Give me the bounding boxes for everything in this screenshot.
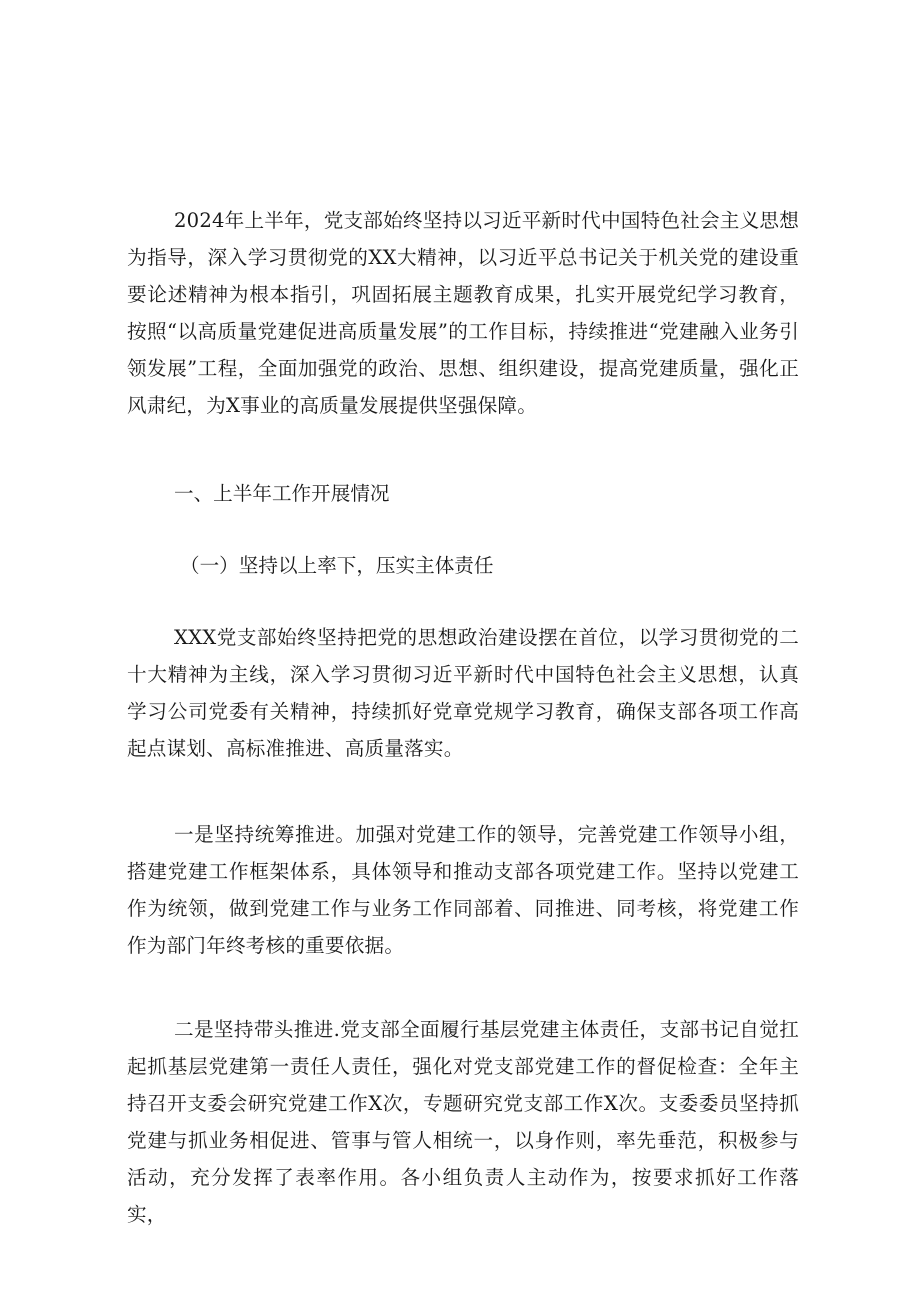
section-heading: 一、上半年工作开展情况 xyxy=(174,482,390,505)
body-paragraph-point-two: 二是坚持带头推进.党支部全面履行基层党建主体责任，支部书记自觉扛起抓基层党建第一责任人责任，强化对党支部党建工作的督促检查：全年主持召开支委会研究党建工作X次，专题研究党支部工作X次。支委委员坚持抓党建与抓业务相促进、管事与管人相统一，以身作则，率先垂范，积极参与活动，充分发挥了表率作用。各小组负责人主动作为，按要求抓好工作落实， xyxy=(127,1018,799,1226)
body-paragraph-point-one: 一是坚持统筹推进。加强对党建工作的领导，完善党建工作领导小组，搭建党建工作框架体系，具体领导和推动支部各项党建工作。坚持以党建工作为统领，做到党建工作与业务工作同部着、同推进、同考核，将党建工作作为部门年终考核的重要依据。 xyxy=(127,823,799,957)
intro-paragraph: 2024年上半年，党支部始终坚持以习近平新时代中国特色社会主义思想为指导，深入学习贯彻党的XX大精神，以习近平总书记关于机关党的建设重要论述精神为根本指引，巩固拓展主题教育成果，扎实开展党纪学习教育，按照“以高质量党建促进高质量发展”的工作目标，持续推进“党建融入业务引领发展”工程，全面加强党的政治、思想、组织建设，提高党建质量，强化正风肃纪，为X事业的高质量发展提供坚强保障。 xyxy=(127,209,799,417)
subsection-heading: （一）坚持以上率下，压实主体责任 xyxy=(180,554,494,577)
body-paragraph-branch: XXX党支部始终坚持把党的思想政治建设摆在首位，以学习贯彻党的二十大精神为主线，深入学习贯彻习近平新时代中国特色社会主义思想，认真学习公司党委有关精神，持续抓好党章党规学习教育，确保支部各项工作高起点谋划、高标准推进、高质量落实。 xyxy=(127,626,799,760)
